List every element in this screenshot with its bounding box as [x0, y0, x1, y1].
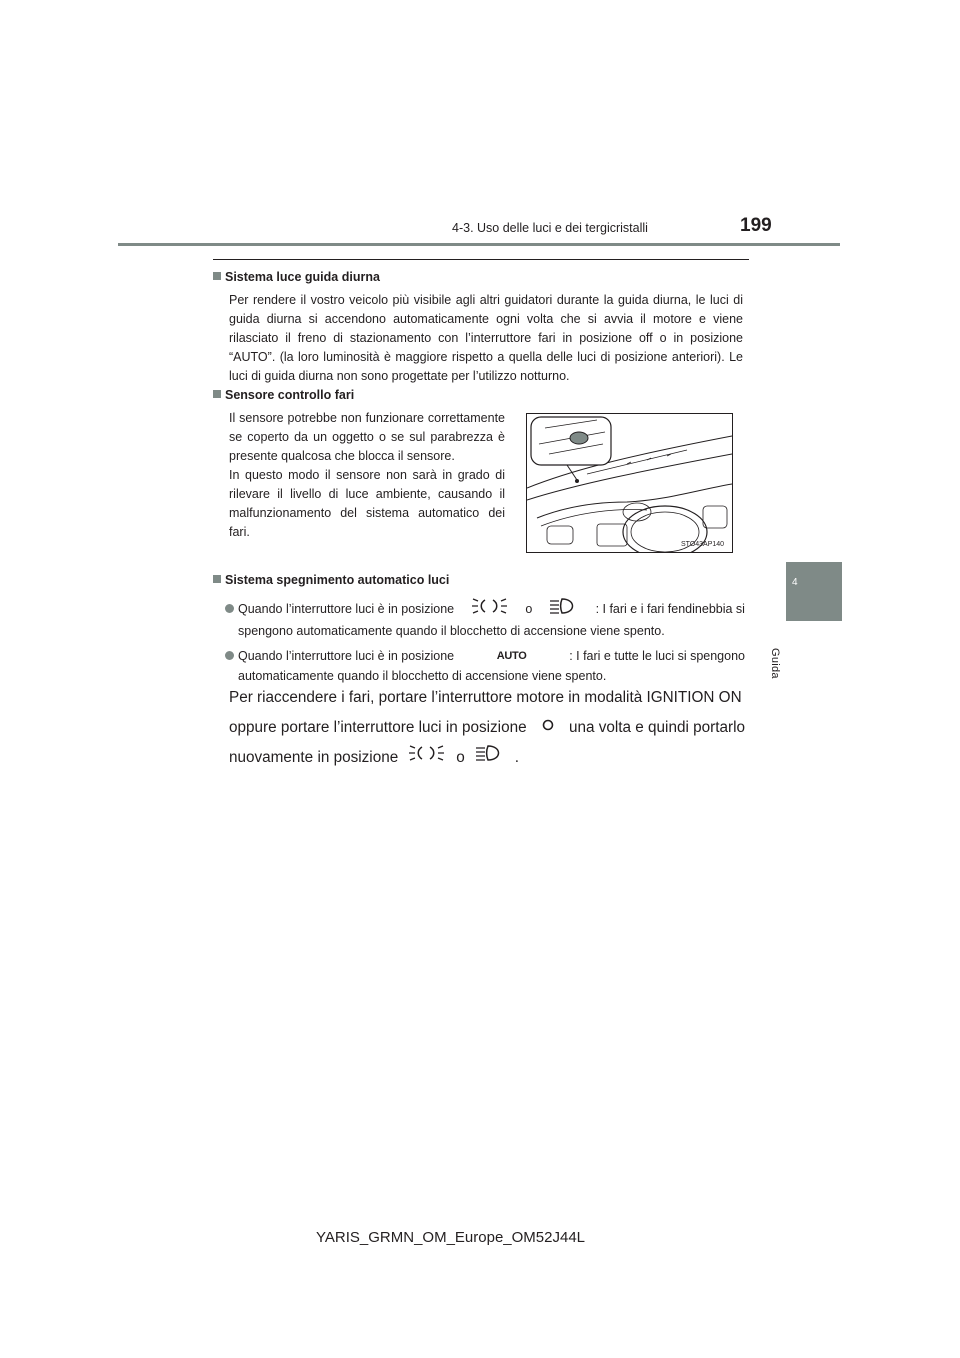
auto-icon: AUTO [496, 650, 527, 662]
chapter-tab [786, 562, 842, 621]
parking-light-icon [408, 743, 446, 773]
heading-drl: Sistema luce guida diurna [213, 270, 380, 284]
headlight-icon [475, 743, 505, 773]
sensor-illustration [526, 413, 733, 553]
list-item: Quando l’interruttore luci è in posizione o : I fari e i fari fendinebbia si spengono automaticamente quando il blocchetto di accensione viene spento. [225, 597, 745, 641]
round-bullet-icon [225, 604, 234, 613]
chapter-label: Guida [769, 648, 781, 679]
drl-paragraph: Per rendere il vostro veicolo più visibile agli altri guidatori durante la guida diurna, le luci di guida diurna si accendono automaticamente ogni volta che si avvia il motore e viene rilasciato il freno di stazionamento con l’interruttore fari in posizione off o in posizione “AUTO”. (la loro luminosità è maggiore rispetto a quella delle luci di posizione anteriori). Le luci di guida diurna non sono progettate per l’utilizzo notturno. [229, 293, 743, 383]
sensor-paragraph: Il sensore potrebbe non funzionare correttamente se coperto da un oggetto o se sul parabrezza è presente qualcosa che blocca il sensore. In questo modo il sensore non sarà in grado di rilevare il livello di luce ambiente, causando il malfunzionamento del sistema automatico dei fari. [229, 411, 505, 539]
square-bullet-icon [213, 272, 221, 280]
heading-auto-off: Sistema spegnimento automatico luci [213, 573, 449, 587]
off-icon [541, 713, 555, 743]
parking-light-icon [471, 597, 509, 621]
relight-paragraph: Per riaccendere i fari, portare l’interruttore motore in modalità IGNITION ON oppure portare l’interruttore luci in posizione una volta e quindi portarlo nuovamente in posizione o . [229, 683, 745, 773]
round-bullet-icon [225, 651, 234, 660]
figure-code: STO43AP140 [681, 541, 725, 548]
section-title: 4-3. Uso delle luci e dei tergicristalli [452, 221, 648, 235]
dashboard-drawing [527, 414, 732, 552]
square-bullet-icon [213, 390, 221, 398]
headlight-icon [549, 597, 579, 621]
page-number: 199 [740, 215, 772, 236]
chapter-number: 4 [792, 577, 798, 588]
header-divider [118, 243, 840, 246]
content-divider [213, 259, 749, 260]
list-item: Quando l’interruttore luci è in posizione AUTO : I fari e tutte le luci si spengono automaticamente quando il blocchetto di accensione viene spento. [225, 646, 745, 686]
heading-sensor: Sensore controllo fari [213, 388, 354, 402]
square-bullet-icon [213, 575, 221, 583]
document-id: YARIS_GRMN_OM_Europe_OM52J44L [316, 1229, 586, 1246]
